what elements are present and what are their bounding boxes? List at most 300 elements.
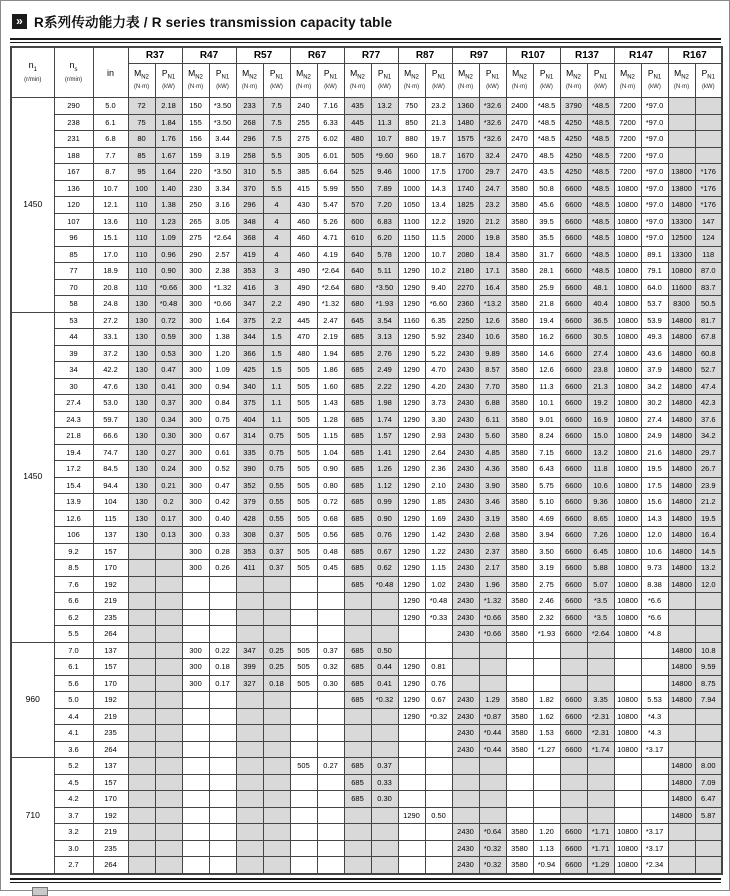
power-value-cell [479,659,506,676]
power-value-cell [641,642,668,659]
power-value-cell: 5.10 [533,494,560,511]
torque-value-cell: 490 [290,279,317,296]
power-value-cell [533,791,560,808]
torque-value-cell [290,593,317,610]
table-row [11,147,722,164]
ratio-cell: 20.8 [93,279,128,296]
torque-value-cell: 296 [236,131,263,148]
power-value-cell: 0.52 [209,461,236,478]
torque-value-cell: 258 [236,147,263,164]
power-value-cell: 0.24 [155,461,182,478]
power-value-cell: 5.78 [371,246,398,263]
power-value-cell [155,840,182,857]
power-value-cell: 1.15 [425,560,452,577]
power-value-cell: *48.5 [587,131,614,148]
power-value-cell: 13.4 [425,197,452,214]
torque-value-cell [128,560,155,577]
torque-value-cell: 850 [398,114,425,131]
power-value-cell: *6.60 [425,296,452,313]
ratio-cell: 17.0 [93,246,128,263]
torque-value-cell: 416 [236,279,263,296]
output-speed-cell: 17.2 [54,461,93,478]
torque-value-cell: 10800 [614,857,641,874]
output-speed-cell: 7.6 [54,576,93,593]
output-speed-cell: 53 [54,312,93,329]
torque-value-cell: 2430 [452,741,479,758]
output-speed-cell: 96 [54,230,93,247]
power-value-cell: 0.68 [317,510,344,527]
power-value-cell: 50.8 [533,180,560,197]
torque-value-cell: 505 [290,675,317,692]
torque-value-cell: 6600 [560,840,587,857]
power-value-cell: 4.85 [479,444,506,461]
torque-value-cell: 14800 [668,675,695,692]
power-value-cell [155,857,182,874]
page-title: R系列传动能力表 / R series transmission capacity table [34,15,393,30]
torque-value-cell: 505 [290,411,317,428]
power-value-cell: 0.72 [317,494,344,511]
power-value-cell: 0.42 [209,494,236,511]
torque-value-cell: 645 [344,312,371,329]
ratio-cell: 219 [93,708,128,725]
ratio-cell: 192 [93,807,128,824]
output-speed-cell: 5.5 [54,626,93,643]
torque-value-cell: 2000 [452,230,479,247]
power-value-cell: *0.64 [479,824,506,841]
power-value-cell: 1.28 [317,411,344,428]
ratio-cell: 157 [93,543,128,560]
torque-value-cell: 2430 [452,395,479,412]
power-value-cell [263,576,290,593]
torque-value-cell: 130 [128,477,155,494]
torque-value-cell [182,857,209,874]
torque-value-cell: 314 [236,428,263,445]
torque-value-cell [344,593,371,610]
torque-value-cell: 1000 [398,164,425,181]
torque-value-cell [344,824,371,841]
ratio-cell: 264 [93,741,128,758]
power-column-header: $P_{N1}$ (kW) [155,64,182,98]
power-value-cell: 8.57 [479,362,506,379]
torque-value-cell: 685 [344,642,371,659]
power-value-cell: 13.2 [695,560,722,577]
table-row [11,609,722,626]
torque-value-cell: 390 [236,461,263,478]
torque-value-cell: 14800 [668,543,695,560]
power-value-cell: 2.2 [263,312,290,329]
torque-value-cell [128,758,155,775]
power-value-cell [155,708,182,725]
torque-value-cell: 10800 [614,510,641,527]
power-value-cell: *1.71 [587,840,614,857]
table-row [11,642,722,659]
torque-value-cell [398,840,425,857]
power-value-cell [209,576,236,593]
torque-value-cell [128,692,155,709]
power-value-cell: 1.1 [263,378,290,395]
power-value-cell: *48.5 [533,131,560,148]
torque-value-cell: 1290 [398,395,425,412]
torque-value-cell: 2430 [452,461,479,478]
torque-value-cell: 2400 [506,98,533,115]
power-value-cell: 0.13 [155,527,182,544]
table-row [11,510,722,527]
torque-value-cell: 1290 [398,279,425,296]
torque-value-cell: 4250 [560,147,587,164]
power-value-cell: 1.26 [371,461,398,478]
torque-value-cell: 6600 [560,444,587,461]
torque-value-cell: 1290 [398,362,425,379]
torque-value-cell: 6600 [560,279,587,296]
power-value-cell: 3.46 [479,494,506,511]
torque-value-cell: 460 [290,246,317,263]
torque-value-cell: 2430 [452,840,479,857]
torque-value-cell: 10800 [614,246,641,263]
torque-column-header: $M_{N2}$ (N·m) [506,64,533,98]
power-value-cell: 0.75 [263,461,290,478]
torque-value-cell [290,609,317,626]
power-value-cell: 1.62 [533,708,560,725]
output-speed-cell: 3.6 [54,741,93,758]
power-value-cell: 0.37 [263,543,290,560]
power-value-cell [317,593,344,610]
power-value-cell [317,692,344,709]
output-speed-cell: 9.2 [54,543,93,560]
output-speed-cell: 3.0 [54,840,93,857]
torque-value-cell: 505 [290,444,317,461]
power-value-cell: *4.3 [641,708,668,725]
power-value-cell: 0.48 [317,543,344,560]
torque-value-cell [560,675,587,692]
power-value-cell: 1.84 [155,114,182,131]
torque-value-cell: 10800 [614,741,641,758]
torque-value-cell: 370 [236,180,263,197]
power-value-cell: 1.94 [317,345,344,362]
capacity-table-body [11,98,722,874]
power-value-cell [371,807,398,824]
power-value-cell: *32.6 [479,131,506,148]
torque-value-cell [182,626,209,643]
torque-value-cell: 10800 [614,279,641,296]
power-value-cell: 1.20 [533,824,560,841]
torque-value-cell: 550 [344,180,371,197]
power-value-cell: *48.5 [587,230,614,247]
power-value-cell [209,857,236,874]
power-value-cell: *97.0 [641,180,668,197]
torque-value-cell: 6600 [560,362,587,379]
torque-value-cell: 14800 [668,576,695,593]
torque-value-cell: 10800 [614,560,641,577]
output-speed-cell: 7.0 [54,642,93,659]
torque-value-cell: 150 [182,98,209,115]
torque-value-cell [560,807,587,824]
torque-value-cell [290,741,317,758]
gear-size-header: R167 [668,47,722,64]
torque-column-header: $M_{N2}$ (N·m) [128,64,155,98]
torque-value-cell [128,807,155,824]
torque-value-cell: 3580 [506,230,533,247]
bottom-double-rule [10,878,721,883]
torque-value-cell: 404 [236,411,263,428]
power-value-cell: 2.22 [371,378,398,395]
power-value-cell: 2.36 [425,461,452,478]
torque-value-cell [614,659,641,676]
output-speed-cell: 19.4 [54,444,93,461]
output-speed-cell: 106 [54,527,93,544]
power-value-cell [371,741,398,758]
torque-value-cell [290,824,317,841]
torque-value-cell [182,708,209,725]
output-speed-cell: 2.7 [54,857,93,874]
power-value-cell: *2.64 [317,279,344,296]
torque-value-cell: 156 [182,131,209,148]
power-value-cell: 0.56 [317,527,344,544]
power-value-cell [317,609,344,626]
power-value-cell [641,758,668,775]
torque-value-cell: 3580 [506,576,533,593]
power-value-cell: 5.87 [695,807,722,824]
torque-value-cell: 10800 [614,230,641,247]
torque-value-cell [398,758,425,775]
power-value-cell: 10.6 [479,329,506,346]
torque-value-cell: 10800 [614,461,641,478]
power-value-cell [479,758,506,775]
torque-column-header: $M_{N2}$ (N·m) [290,64,317,98]
torque-value-cell [506,758,533,775]
power-value-cell: 27.4 [641,411,668,428]
torque-value-cell [344,840,371,857]
power-value-cell [371,840,398,857]
power-value-cell [641,675,668,692]
torque-value-cell [128,725,155,742]
power-value-cell: 4.69 [533,510,560,527]
torque-value-cell: 6600 [560,477,587,494]
power-value-cell: 30.5 [587,329,614,346]
torque-value-cell [668,824,695,841]
power-value-cell [695,147,722,164]
power-value-cell [695,824,722,841]
power-value-cell: 0.96 [155,246,182,263]
power-value-cell [263,725,290,742]
power-value-cell: 21.3 [425,114,452,131]
power-value-cell [209,774,236,791]
power-value-cell: 21.2 [479,213,506,230]
torque-value-cell [398,725,425,742]
torque-value-cell: 300 [182,642,209,659]
torque-value-cell [182,791,209,808]
power-value-cell: 1.74 [371,411,398,428]
torque-value-cell: 14800 [668,312,695,329]
power-value-cell [209,626,236,643]
ratio-cell: 27.2 [93,312,128,329]
power-value-cell: 10.1 [533,395,560,412]
power-value-cell: *48.5 [587,197,614,214]
power-value-cell: 10.6 [587,477,614,494]
torque-value-cell: 2430 [452,510,479,527]
torque-value-cell: 3580 [506,708,533,725]
torque-value-cell: 14800 [668,428,695,445]
power-value-cell [155,791,182,808]
power-value-cell: 19.2 [587,395,614,412]
power-value-cell [209,758,236,775]
torque-value-cell: 130 [128,329,155,346]
power-value-cell [371,708,398,725]
power-value-cell: 8.24 [533,428,560,445]
power-value-cell: 0.33 [209,527,236,544]
torque-value-cell [290,576,317,593]
power-value-cell: *0.32 [425,708,452,725]
torque-value-cell: 2430 [452,362,479,379]
power-value-cell: 6.88 [479,395,506,412]
torque-value-cell: 14800 [668,362,695,379]
torque-value-cell: 1050 [398,197,425,214]
power-column-header: $P_{N1}$ (kW) [587,64,614,98]
power-value-cell [695,840,722,857]
torque-value-cell: 505 [290,758,317,775]
torque-column-header: $M_{N2}$ (N·m) [344,64,371,98]
output-speed-cell: 21.8 [54,428,93,445]
power-value-cell: 32.4 [479,147,506,164]
output-speed-cell: 27.4 [54,395,93,412]
power-value-cell: 81.7 [695,312,722,329]
power-value-cell: 4.19 [317,246,344,263]
torque-value-cell [668,840,695,857]
power-value-cell: *48.5 [587,263,614,280]
power-value-cell: 0.84 [209,395,236,412]
torque-value-cell [236,692,263,709]
power-value-cell: 60.8 [695,345,722,362]
table-row [11,213,722,230]
power-value-cell [155,576,182,593]
torque-value-cell: 300 [182,395,209,412]
power-value-cell [263,593,290,610]
torque-value-cell: 3580 [506,857,533,874]
power-value-cell: 5.99 [317,180,344,197]
torque-value-cell: 14800 [668,758,695,775]
power-value-cell: 5.5 [263,180,290,197]
ratio-cell: 192 [93,692,128,709]
power-value-cell: 21.8 [533,296,560,313]
torque-value-cell: 10800 [614,477,641,494]
torque-value-cell: 419 [236,246,263,263]
torque-value-cell [236,593,263,610]
torque-value-cell: 3580 [506,543,533,560]
torque-value-cell: 685 [344,543,371,560]
power-value-cell [209,791,236,808]
torque-value-cell [614,758,641,775]
output-speed-cell: 231 [54,131,93,148]
power-value-cell: 11.8 [587,461,614,478]
power-value-cell: 0.90 [155,263,182,280]
torque-value-cell: 300 [182,279,209,296]
power-value-cell: 1.5 [263,362,290,379]
torque-value-cell: 2430 [452,543,479,560]
table-title-row [12,11,721,31]
power-value-cell [695,98,722,115]
power-value-cell [425,774,452,791]
torque-value-cell: 430 [290,197,317,214]
torque-value-cell: 505 [290,560,317,577]
torque-value-cell: 3580 [506,197,533,214]
power-value-cell: 7.09 [695,774,722,791]
power-value-cell: *97.0 [641,114,668,131]
torque-value-cell: 3580 [506,840,533,857]
torque-value-cell: 300 [182,362,209,379]
torque-value-cell [452,774,479,791]
torque-value-cell: 1290 [398,444,425,461]
torque-value-cell [128,791,155,808]
power-value-cell: 29.7 [695,444,722,461]
torque-value-cell: 6600 [560,345,587,362]
power-value-cell: *0.66 [209,296,236,313]
torque-value-cell: 3580 [506,296,533,313]
power-value-cell: 1.64 [155,164,182,181]
torque-value-cell: 3790 [560,98,587,115]
torque-value-cell: 505 [290,362,317,379]
ratio-cell: 264 [93,857,128,874]
torque-value-cell: 3580 [506,180,533,197]
output-speed-cell: 4.5 [54,774,93,791]
power-value-cell [317,774,344,791]
power-value-cell: 79.1 [641,263,668,280]
torque-value-cell [398,774,425,791]
power-value-cell: 0.75 [263,444,290,461]
torque-value-cell [344,708,371,725]
torque-value-cell [344,626,371,643]
table-row [11,329,722,346]
torque-value-cell: 428 [236,510,263,527]
torque-value-cell [398,791,425,808]
power-value-cell: 1.82 [533,692,560,709]
torque-value-cell: 2430 [452,345,479,362]
torque-value-cell: 685 [344,345,371,362]
power-value-cell [587,791,614,808]
power-value-cell: 0.30 [371,791,398,808]
power-value-cell [641,791,668,808]
torque-value-cell: 750 [398,98,425,115]
torque-value-cell: 10800 [614,180,641,197]
ratio-cell: 219 [93,593,128,610]
torque-value-cell: 300 [182,675,209,692]
torque-value-cell: 685 [344,329,371,346]
power-value-cell: 6.01 [317,147,344,164]
power-value-cell: 49.3 [641,329,668,346]
power-value-cell: 36.5 [587,312,614,329]
torque-value-cell: 13800 [668,180,695,197]
torque-value-cell: 2430 [452,411,479,428]
torque-value-cell [668,626,695,643]
torque-value-cell: 14800 [668,791,695,808]
power-value-cell: 0.75 [209,411,236,428]
torque-value-cell: 2470 [506,164,533,181]
table-row [11,98,722,115]
power-value-cell: 5.5 [263,147,290,164]
torque-value-cell: 14800 [668,659,695,676]
power-value-cell: 0.37 [371,758,398,775]
torque-value-cell [290,774,317,791]
power-value-cell: 21.6 [641,444,668,461]
torque-value-cell: 300 [182,411,209,428]
power-value-cell: 2.49 [371,362,398,379]
torque-column-header: $M_{N2}$ (N·m) [668,64,695,98]
torque-value-cell: 300 [182,477,209,494]
table-row [11,725,722,742]
power-value-cell: 1.04 [317,444,344,461]
power-value-cell: 7.5 [263,131,290,148]
power-value-cell: 0.50 [425,807,452,824]
torque-value-cell: 375 [236,395,263,412]
torque-value-cell: 505 [290,378,317,395]
